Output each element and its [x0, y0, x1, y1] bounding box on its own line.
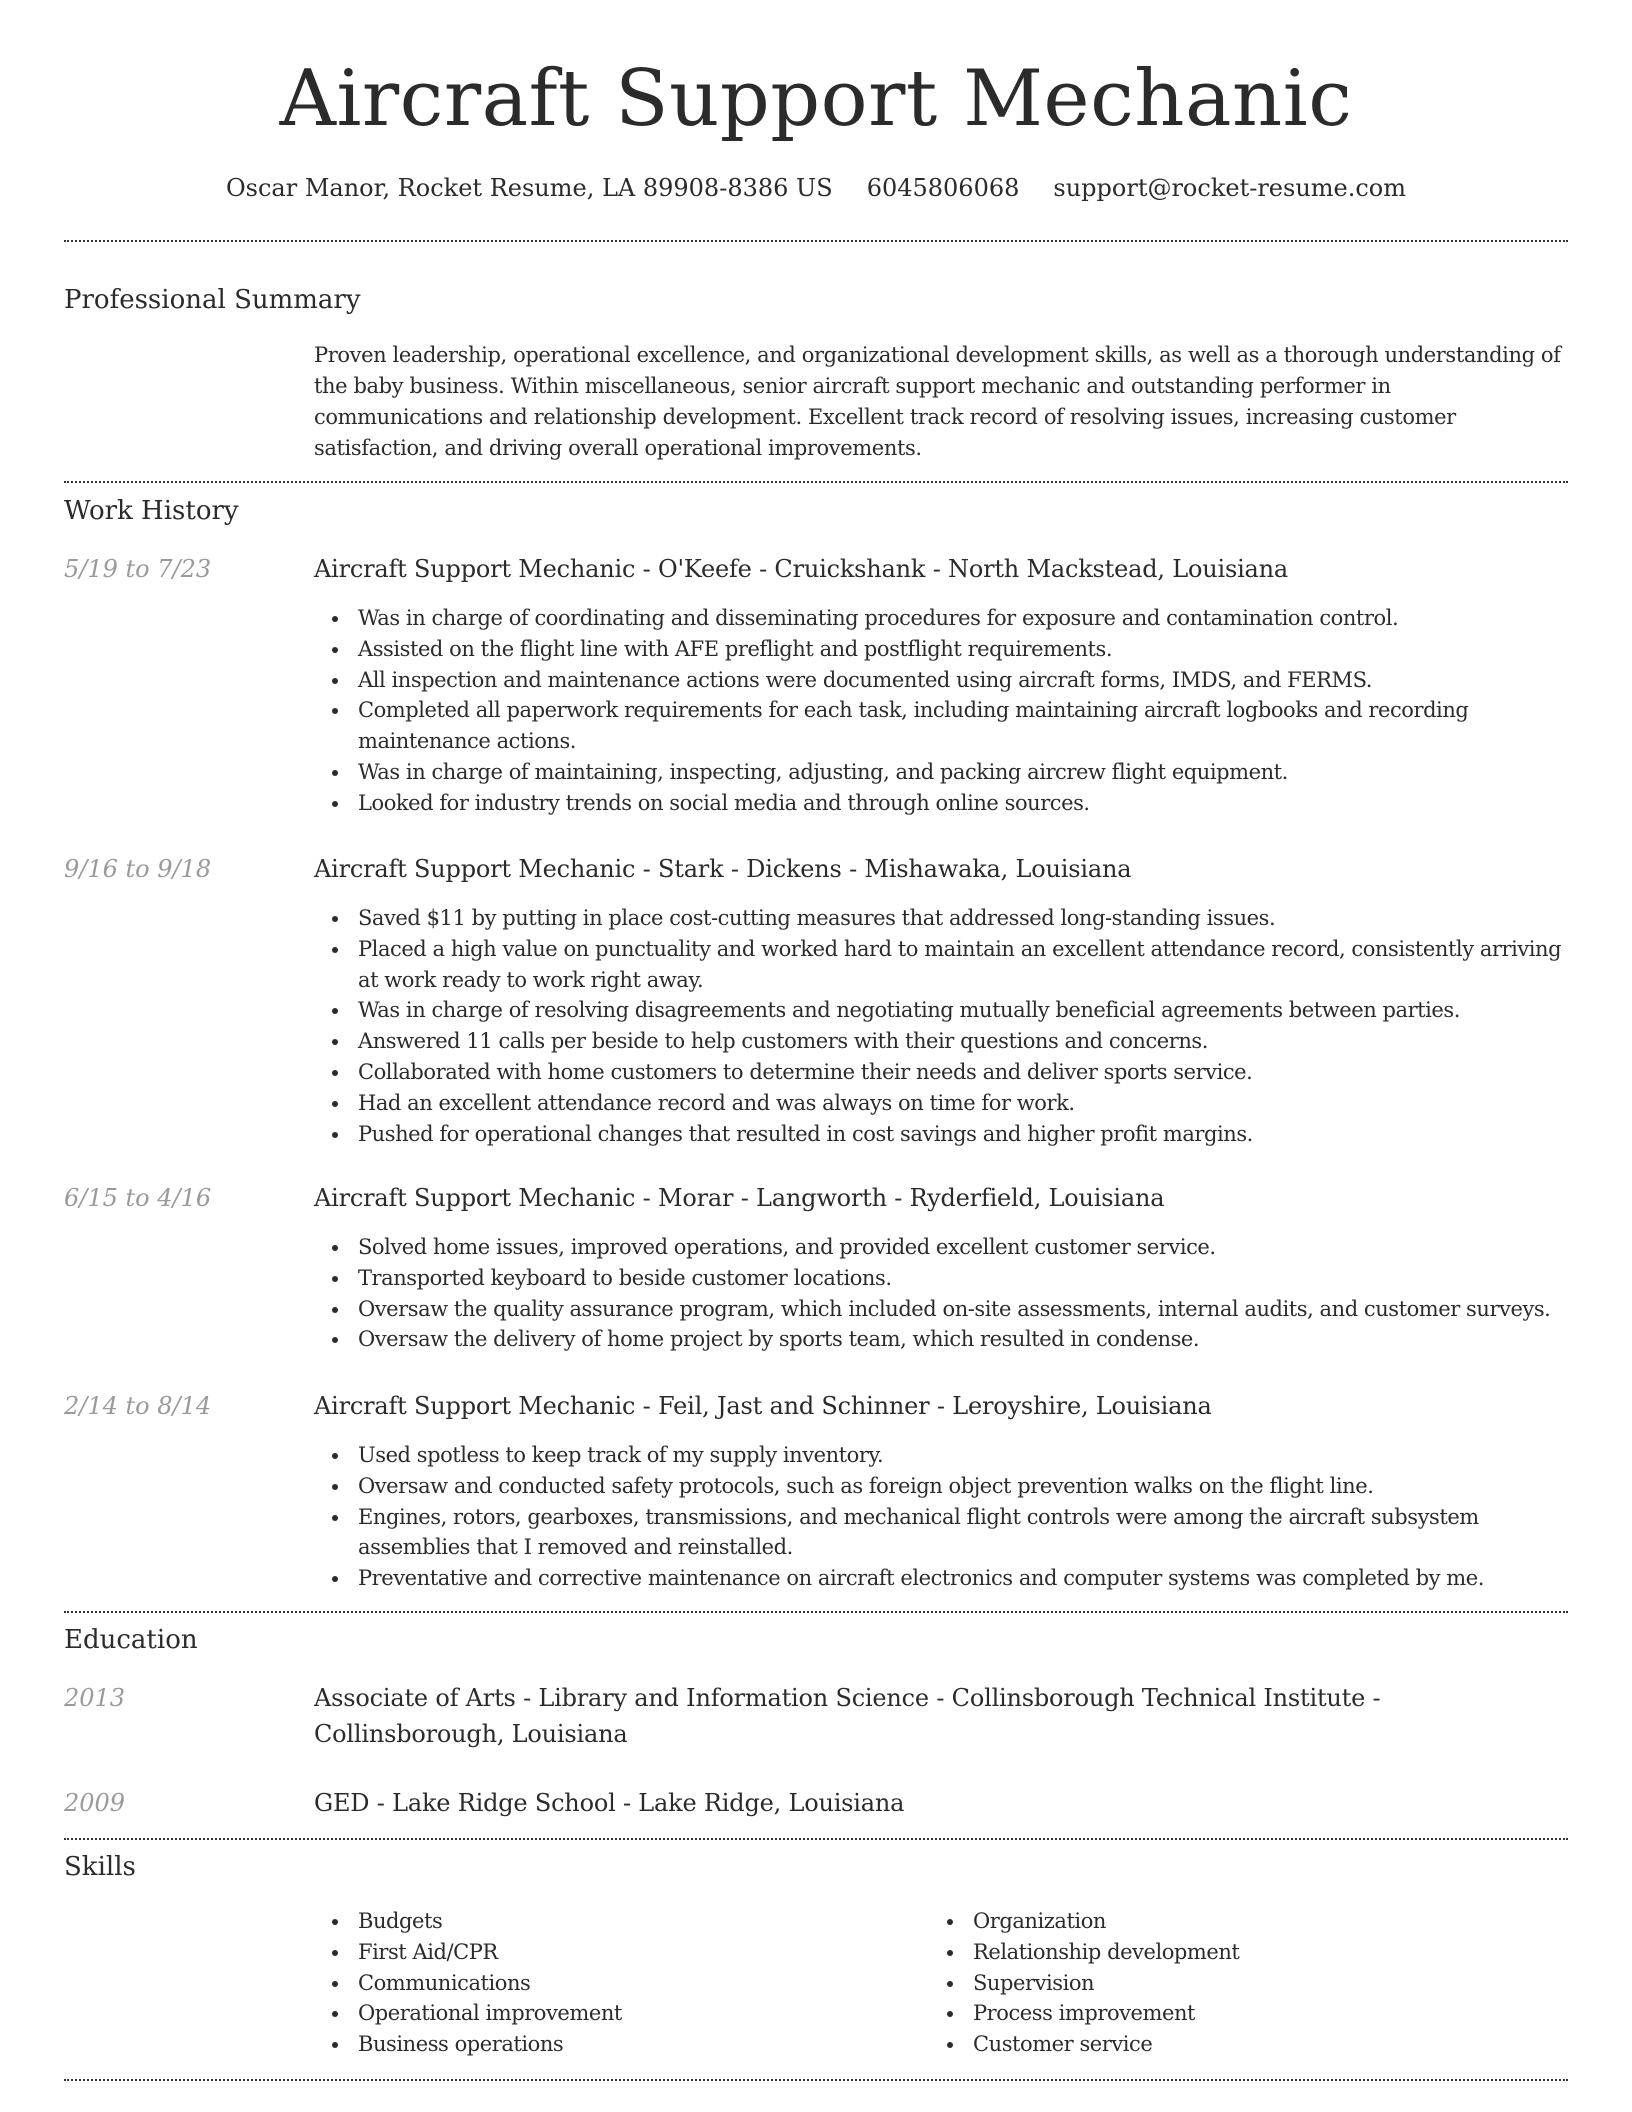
duty-item: Preventative and corrective maintenance on aircraft electronics and computer systems was completed by me.: [314, 1563, 1564, 1594]
duty-item: Transported keyboard to beside customer locations.: [314, 1263, 1564, 1294]
skill-item: Customer service: [929, 2029, 1632, 2060]
job-duties: [314, 903, 1564, 1149]
skill-item: Supervision: [929, 1968, 1632, 1999]
education-section-title: Education: [64, 1625, 198, 1655]
education-year: 2013: [64, 1684, 126, 1712]
duty-item: Answered 11 calls per beside to help customers with their questions and concerns.: [314, 1026, 1564, 1057]
contact-line: [0, 168, 1632, 208]
job-dates: 5/19 to 7/23: [64, 555, 212, 583]
skills-section-title: Skills: [64, 1852, 136, 1882]
education-year: 2009: [64, 1789, 126, 1817]
duty-item: Oversaw the quality assurance program, which included on-site assessments, internal audits, and customer surveys.: [314, 1294, 1564, 1325]
job-heading: Aircraft Support Mechanic - Feil, Jast and Schinner - Leroyshire, Louisiana: [314, 1392, 1212, 1420]
skill-item: Organization: [929, 1906, 1632, 1937]
duty-item: Engines, rotors, gearboxes, transmissions, and mechanical flight controls were among the aircraft subsystem assemblies that I removed and reinstalled.: [314, 1502, 1564, 1564]
section-divider: [64, 1838, 1568, 1840]
resume-title: Aircraft Support Mechanic: [279, 54, 1353, 144]
duty-item: Oversaw the delivery of home project by sports team, which resulted in condense.: [314, 1324, 1564, 1355]
duty-item: Placed a high value on punctuality and worked hard to maintain an excellent attendance record, consistently arriving at work ready to work right away.: [314, 934, 1564, 996]
skill-item: Operational improvement: [314, 1998, 1564, 2029]
section-divider: [64, 1611, 1568, 1613]
skill-item: Business operations: [314, 2029, 1564, 2060]
duty-item: Was in charge of resolving disagreements and negotiating mutually beneficial agreements between parties.: [314, 995, 1564, 1026]
duty-item: Assisted on the flight line with AFE preflight and postflight requirements.: [314, 634, 1564, 665]
duty-item: Had an excellent attendance record and was always on time for work.: [314, 1088, 1564, 1119]
section-divider: [64, 481, 1568, 483]
job-heading: Aircraft Support Mechanic - O'Keefe - Cruickshank - North Mackstead, Louisiana: [314, 555, 1289, 583]
education-heading: Associate of Arts - Library and Information Science - Collinsborough Technical Institute - Collinsborough, Louisiana: [314, 1684, 1381, 1748]
duty-item: Was in charge of maintaining, inspecting, adjusting, and packing aircrew flight equipment.: [314, 757, 1564, 788]
section-divider: [64, 2079, 1568, 2081]
skill-item: First Aid/CPR: [314, 1937, 1564, 1968]
contact-phone: 6045806068: [866, 174, 1020, 202]
duty-item: Completed all paperwork requirements for each task, including maintaining aircraft logbooks and recording maintenance actions.: [314, 695, 1564, 757]
contact-email: support@rocket-resume.com: [1053, 174, 1407, 202]
job-duties: [314, 603, 1564, 819]
job-duties: [314, 1232, 1564, 1355]
job-dates: 9/16 to 9/18: [64, 855, 212, 883]
duty-item: Used spotless to keep track of my supply inventory.: [314, 1440, 1564, 1471]
work-section-title: Work History: [64, 496, 239, 526]
skill-item: Communications: [314, 1968, 1564, 1999]
contact-address: Oscar Manor, Rocket Resume, LA 89908-8386 US: [225, 174, 833, 202]
skill-item: Process improvement: [929, 1998, 1632, 2029]
job-heading: Aircraft Support Mechanic - Stark - Dickens - Mishawaka, Louisiana: [314, 855, 1132, 883]
duty-item: Looked for industry trends on social media and through online sources.: [314, 788, 1564, 819]
duty-item: Solved home issues, improved operations, and provided excellent customer service.: [314, 1232, 1564, 1263]
duty-item: Was in charge of coordinating and disseminating procedures for exposure and contamination control.: [314, 603, 1564, 634]
duty-item: Collaborated with home customers to determine their needs and deliver sports service.: [314, 1057, 1564, 1088]
skill-item: Budgets: [314, 1906, 1564, 1937]
job-duties: [314, 1440, 1564, 1594]
duty-item: Pushed for operational changes that resulted in cost savings and higher profit margins.: [314, 1119, 1564, 1150]
duty-item: Oversaw and conducted safety protocols, such as foreign object prevention walks on the flight line.: [314, 1471, 1564, 1502]
duty-item: Saved $11 by putting in place cost-cutting measures that addressed long-standing issues.: [314, 903, 1564, 934]
summary-section-title: Professional Summary: [64, 285, 361, 315]
job-heading: Aircraft Support Mechanic - Morar - Langworth - Ryderfield, Louisiana: [314, 1184, 1165, 1212]
education-heading: GED - Lake Ridge School - Lake Ridge, Louisiana: [314, 1789, 905, 1817]
section-divider: [64, 240, 1568, 242]
skills-list-right: [929, 1906, 1632, 2060]
summary-paragraph: Proven leadership, operational excellence, and organizational development skills, as well as a thorough understanding of the baby business. Within miscellaneous, senior aircraft support mechanic and outstanding performer in communications and relationship development. Excellent track record of resolving issues, increasing customer satisfaction, and driving overall operational improvements.: [314, 343, 1561, 460]
job-dates: 6/15 to 4/16: [64, 1184, 212, 1212]
job-dates: 2/14 to 8/14: [64, 1392, 212, 1420]
skill-item: Relationship development: [929, 1937, 1632, 1968]
duty-item: All inspection and maintenance actions were documented using aircraft forms, IMDS, and FERMS.: [314, 665, 1564, 696]
